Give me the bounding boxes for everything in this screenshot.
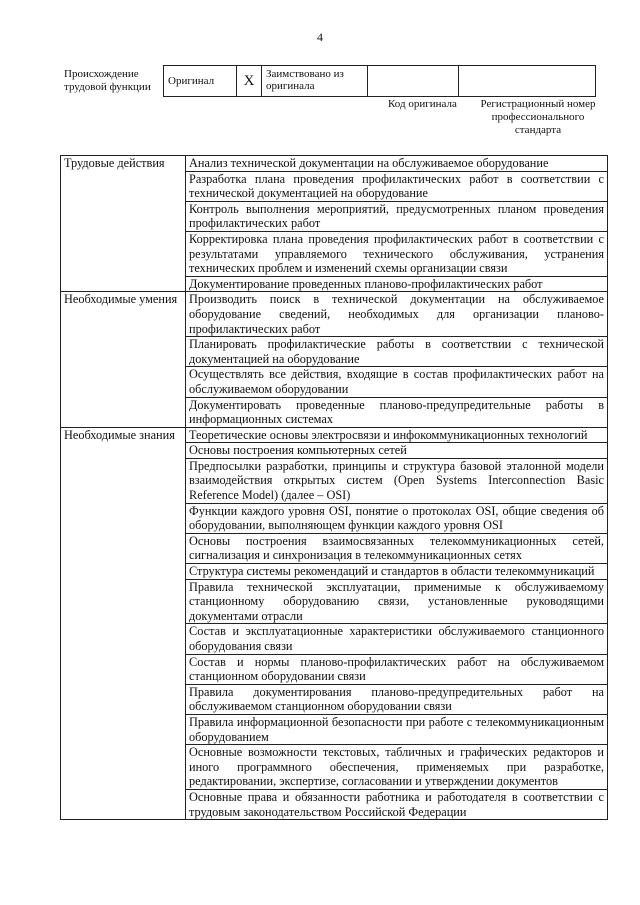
section-item: Правила документирования планово-предупредительных работ на обслуживаемом станционном оборудовании связи (186, 684, 608, 714)
table-row (61, 564, 608, 580)
page-number: 4 (317, 30, 323, 44)
section-title-cell: Необходимые умения (61, 292, 186, 337)
original-cell: Оригинал (164, 66, 237, 97)
section-item: Основы построения взаимосвязанных телекоммуникационных сетей, сигнализация и синхронизация в телекоммуникационных сетях (186, 533, 608, 563)
table-row (61, 789, 608, 819)
table-row (61, 503, 608, 533)
table-row (61, 579, 608, 624)
table-row (61, 533, 608, 563)
table-row (61, 231, 608, 276)
table-row (61, 367, 608, 397)
section-item: Состав и нормы планово-профилактических работ на обслуживаемом станционном оборудовании связи (186, 654, 608, 684)
section-title-cell: Необходимые знания (61, 427, 186, 443)
section-title-cell (61, 714, 186, 744)
section-item: Основные права и обязанности работника и работодателя в соответствии с трудовым законодательством Российской Федерации (186, 789, 608, 819)
borrowed-cell: Заимствовано из оригинала (262, 66, 368, 97)
table-row (61, 156, 608, 172)
section-title-cell (61, 458, 186, 503)
code-cell (368, 66, 459, 97)
table-row (61, 427, 608, 443)
section-title-cell (61, 443, 186, 459)
table-row (61, 171, 608, 201)
reg-number-cell (459, 66, 596, 97)
origin-table (163, 65, 596, 97)
section-item: Производить поиск в технической документации на обслуживаемое оборудование сведений, необходимых для организации планово-профилактических работ (186, 292, 608, 337)
section-item: Предпосылки разработки, принципы и структура базовой эталонной модели взаимодействия открытых систем (Open Systems Interconnection Basic Reference Model) (далее – OSI) (186, 458, 608, 503)
section-item: Правила информационной безопасности при работе с телекоммуникационным оборудованием (186, 714, 608, 744)
table-row (61, 714, 608, 744)
table-row (61, 624, 608, 654)
section-item: Основы построения компьютерных сетей (186, 443, 608, 459)
section-item: Документировать проведенные планово-предупредительные работы в информационных системах (186, 397, 608, 427)
section-title-cell (61, 684, 186, 714)
section-title-cell (61, 503, 186, 533)
section-title-cell (61, 201, 186, 231)
section-title-cell (61, 231, 186, 276)
section-title-cell (61, 624, 186, 654)
original-mark: X (237, 66, 262, 97)
section-title-cell (61, 654, 186, 684)
table-row (61, 337, 608, 367)
section-item: Разработка плана проведения профилактических работ в соответствии с технической документацией на оборудование (186, 171, 608, 201)
section-item: Контроль выполнения мероприятий, предусмотренных планом проведения профилактических работ (186, 201, 608, 231)
table-row (61, 745, 608, 790)
table-row (61, 201, 608, 231)
code-label: Код оригинала (388, 98, 457, 110)
table-row (61, 443, 608, 459)
function-table (60, 155, 608, 820)
section-title-cell (61, 367, 186, 397)
section-item: Основные возможности текстовых, табличных и графических редакторов и иного программного обеспечения, применяемых при разработке, редактировании, экспертизе, согласовании и утверждении документов (186, 745, 608, 790)
origin-label: Происхождение трудовой функции (64, 68, 151, 93)
reg-number-label: Регистрационный номер профессионального стандарта (480, 98, 596, 136)
section-title-cell (61, 276, 186, 292)
section-item: Теоретические основы электросвязи и инфокоммуникационных технологий (186, 427, 608, 443)
section-item: Структура системы рекомендаций и стандартов в области телекоммуникаций (186, 564, 608, 580)
section-title-cell (61, 745, 186, 790)
section-title-cell (61, 337, 186, 367)
section-title-cell (61, 533, 186, 563)
table-row (61, 292, 608, 337)
section-title-cell: Трудовые действия (61, 156, 186, 172)
section-item: Функции каждого уровня OSI, понятие о протоколах OSI, общие сведения об оборудовании, выполняющем функции каждого уровня OSI (186, 503, 608, 533)
section-title-cell (61, 171, 186, 201)
section-title-cell (61, 397, 186, 427)
table-row (61, 458, 608, 503)
table-row (61, 397, 608, 427)
section-title-cell (61, 564, 186, 580)
table-row (61, 654, 608, 684)
section-title-cell (61, 789, 186, 819)
section-title-cell (61, 579, 186, 624)
section-item: Планировать профилактические работы в соответствии с технической документацией на оборудование (186, 337, 608, 367)
section-item: Осуществлять все действия, входящие в состав профилактических работ на обслуживаемом оборудовании (186, 367, 608, 397)
section-item: Правила технической эксплуатации, применимые к обслуживаемому станционному оборудованию связи, установленные руководящими документами отрасли (186, 579, 608, 624)
table-row (61, 276, 608, 292)
table-row (61, 684, 608, 714)
section-item: Состав и эксплуатационные характеристики обслуживаемого станционного оборудования связи (186, 624, 608, 654)
section-item: Документирование проведенных планово-профилактических работ (186, 276, 608, 292)
section-item: Анализ технической документации на обслуживаемое оборудование (186, 156, 608, 172)
section-item: Корректировка плана проведения профилактических работ в соответствии с результатами управляемого технического обслуживания, устранения технических проблем и изменений схемы организации связи (186, 231, 608, 276)
